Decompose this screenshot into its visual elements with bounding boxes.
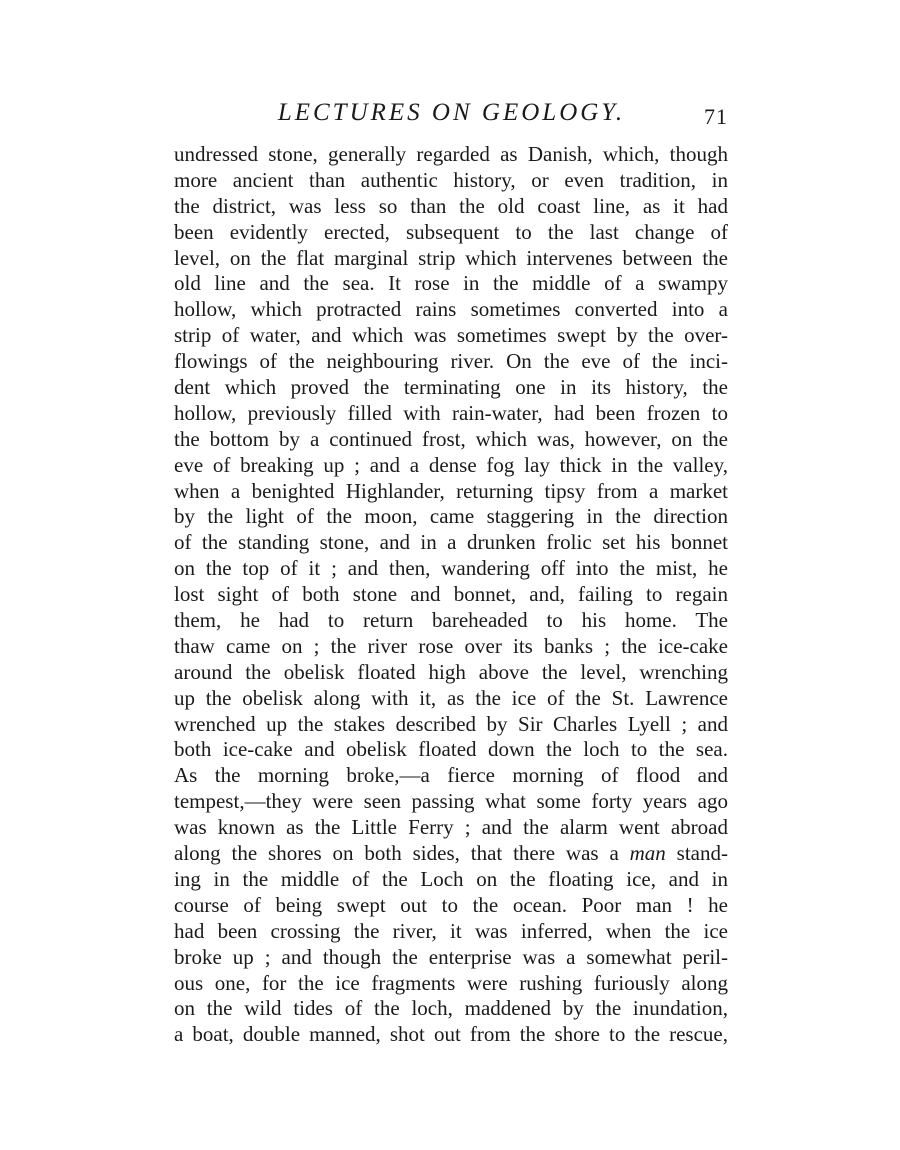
text-line: a boat, double manned, shot out from the shore to the rescue, (174, 1022, 728, 1047)
text-line: hollow, previously filled with rain-water, had been frozen to (174, 400, 728, 425)
text-line: when a benighted Highlander, returning tipsy from a market (174, 478, 728, 503)
text-line: old line and the sea. It rose in the middle of a swampy (174, 271, 728, 296)
text-line: thaw came on ; the river rose over its banks ; the ice-cake (174, 633, 728, 658)
text-line: up the obelisk along with it, as the ice of the St. Lawrence (174, 685, 728, 710)
text-line: level, on the flat marginal strip which intervenes between the (174, 245, 728, 270)
text-line: broke up ; and though the enterprise was a somewhat peril- (174, 944, 728, 969)
text-line: around the obelisk floated high above the level, wrenching (174, 659, 728, 684)
running-title: LECTURES ON GEOLOGY. (277, 99, 626, 126)
line-text-before: along the shores on both sides, that there was a (174, 841, 630, 866)
text-line: undressed stone, generally regarded as Danish, which, though (174, 142, 728, 166)
text-line: the district, was less so than the old coast line, as it had (174, 193, 728, 218)
text-line-with-emphasis (174, 841, 728, 867)
text-line: on the top of it ; and then, wandering off into the mist, he (174, 556, 728, 581)
line-text-after: stand- (665, 841, 728, 866)
text-line: dent which proved the terminating one in its history, the (174, 375, 728, 400)
body-text (174, 142, 728, 1048)
text-line: course of being swept out to the ocean. Poor man ! he (174, 892, 728, 917)
text-line: been evidently erected, subsequent to the last change of (174, 219, 728, 244)
text-line: had been crossing the river, it was inferred, when the ice (174, 918, 728, 943)
page-number: 71 (704, 104, 728, 129)
text-line: lost sight of both stone and bonnet, and, failing to regain (174, 582, 728, 607)
text-line: both ice-cake and obelisk floated down the loch to the sea. (174, 737, 728, 762)
text-line: hollow, which protracted rains sometimes converted into a (174, 297, 728, 322)
text-line: more ancient than authentic history, or even tradition, in (174, 167, 728, 192)
text-line: ing in the middle of the Loch on the floating ice, and in (174, 866, 728, 891)
text-line: As the morning broke,—a fierce morning of flood and (174, 763, 728, 788)
text-line: wrenched up the stakes described by Sir Charles Lyell ; and (174, 711, 728, 736)
text-line: eve of breaking up ; and a dense fog lay thick in the valley, (174, 452, 728, 477)
text-line: on the wild tides of the loch, maddened by the inundation, (174, 996, 728, 1021)
text-line: was known as the Little Ferry ; and the alarm went abroad (174, 815, 728, 840)
running-head (175, 96, 728, 130)
text-line: them, he had to return bareheaded to his home. The (174, 608, 728, 633)
text-line: flowings of the neighbouring river. On the eve of the inci- (174, 349, 728, 374)
text-line: of the standing stone, and in a drunken frolic set his bonnet (174, 530, 728, 555)
text-line: ous one, for the ice fragments were rushing furiously along (174, 970, 728, 995)
text-line: tempest,—they were seen passing what some forty years ago (174, 789, 728, 814)
text-line: the bottom by a continued frost, which was, however, on the (174, 426, 728, 451)
text-line: by the light of the moon, came staggering in the direction (174, 504, 728, 529)
emphasized-word: man (629, 841, 666, 866)
text-line: strip of water, and which was sometimes swept by the over- (174, 323, 728, 348)
